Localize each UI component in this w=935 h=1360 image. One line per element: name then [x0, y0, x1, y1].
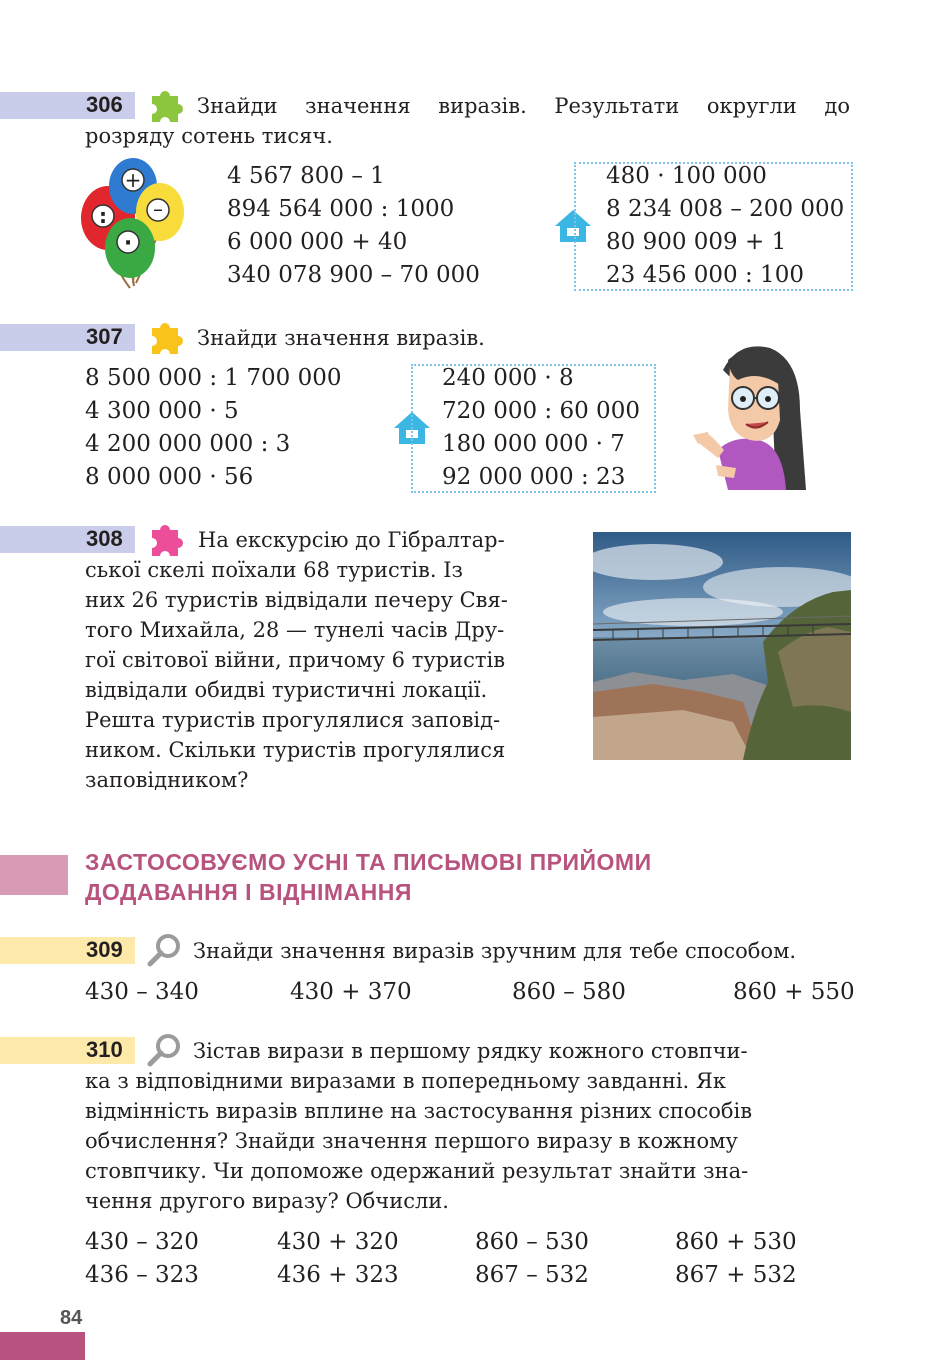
multiply-sign: ·	[123, 231, 133, 256]
puzzle-icon	[146, 316, 186, 356]
expression-list: 240 000 · 8 720 000 : 60 000 180 000 000 · 7 92 000 000 : 23	[442, 365, 640, 490]
gibraltar-photo	[593, 532, 851, 760]
minus-sign: –	[153, 197, 163, 221]
task-text: Зістав вирази в першому рядку кожного стовпчи- ка з відповідними виразами в попередньому завданні. Як відмінність виразів вплине на застосування різних способів обчислення? Знайди значення першого виразу в кожному стовпчику. Чи допоможе одержаний результат знайти зна- чення другого виразу? Обчисли.	[85, 1039, 753, 1213]
task-number: 307	[86, 324, 123, 349]
task-number: 308	[86, 526, 123, 551]
task-text: На екскурсію до Гібралтар- ської скелі поїхали 68 туристів. Із них 26 туристів відвідали печеру Свя- того Михайла, 28 — тунелі часів Дру- гої світової війни, причому 6 туристів відвідали обидві туристичні локації. Решта туристів прогулялися заповід- ником. Скільки туристів прогулялися заповідником?	[85, 528, 508, 792]
expression-list: 4 567 800 – 1 894 564 000 : 1000 6 000 000 + 40 340 078 900 – 70 000	[227, 163, 480, 288]
expression-list: 8 500 000 : 1 700 000 4 300 000 · 5 4 200 000 000 : 3 8 000 000 · 56	[85, 365, 342, 490]
divide-sign: :	[99, 204, 107, 228]
task-text: Знайди значення виразів.	[197, 326, 485, 350]
section-heading-bar	[0, 855, 68, 895]
girl-illustration	[688, 340, 813, 495]
task-number: 309	[86, 937, 123, 962]
page-number: 84	[60, 1307, 83, 1329]
task-number: 310	[86, 1037, 123, 1062]
page-footer-bar	[0, 1332, 85, 1360]
task-text: Знайди значення виразів зручним для тебе способом.	[193, 939, 797, 963]
task-text: Знайди значення виразів. Результати округли до розряду сотень тисяч.	[85, 94, 850, 148]
task-number: 306	[86, 92, 123, 117]
plus-sign: +	[124, 168, 142, 192]
expression-list: 480 · 100 000 8 234 008 – 200 000 80 900 009 + 1 23 456 000 : 100	[606, 163, 845, 288]
magnifier-icon	[146, 932, 184, 968]
section-heading: ЗАСТОСОВУЄМО УСНІ ТА ПИСЬМОВІ ПРИЙОМИ ДОДАВАННЯ І ВІДНІМАННЯ	[85, 849, 652, 905]
balloons-illustration	[78, 158, 190, 298]
